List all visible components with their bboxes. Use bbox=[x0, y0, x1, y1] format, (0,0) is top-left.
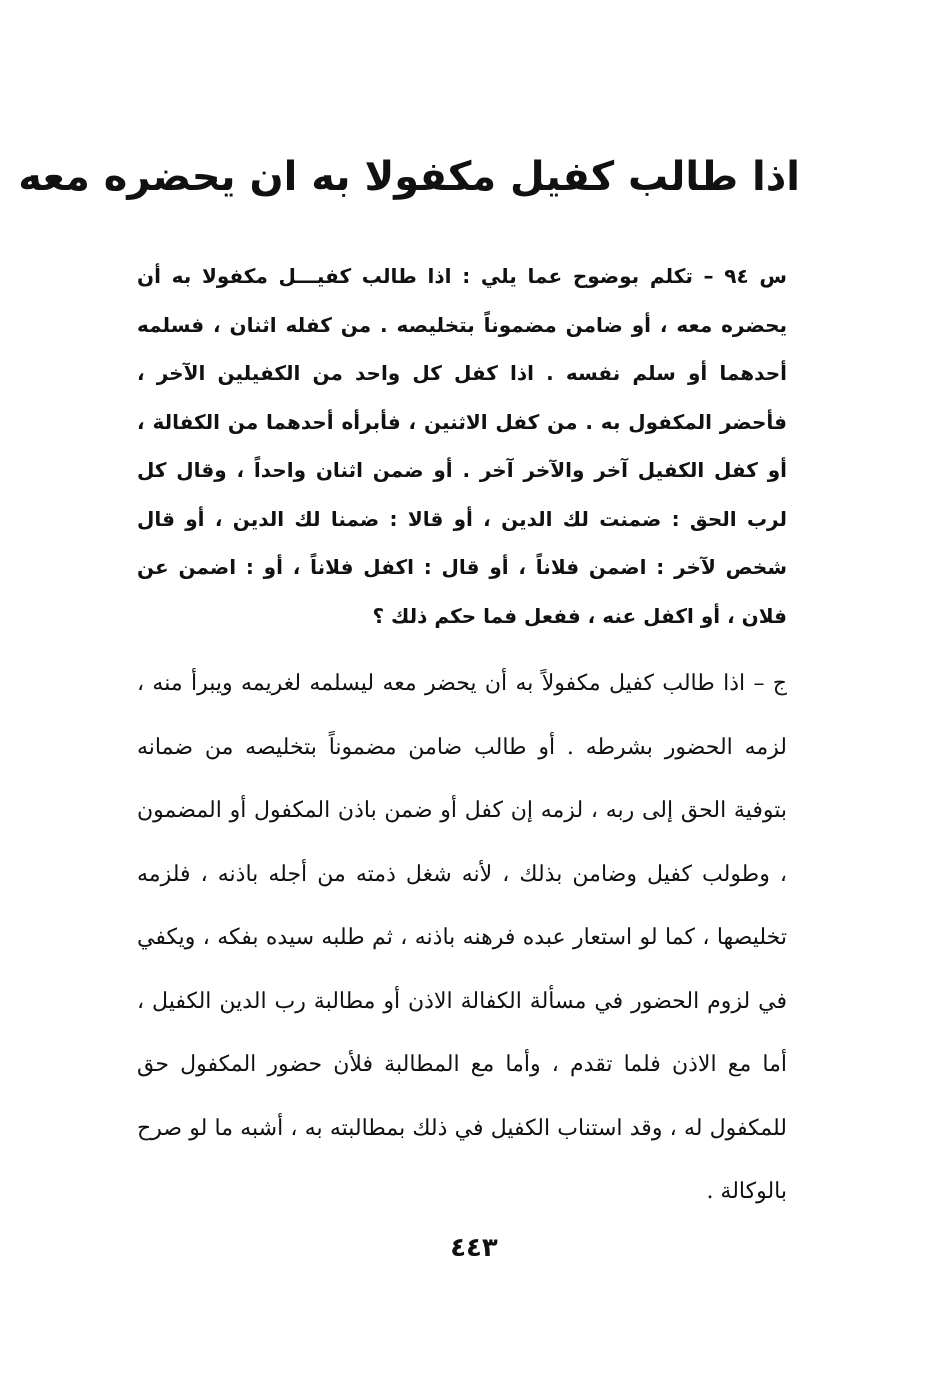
section-title: اذا طالب كفيل مكفولا به ان يحضره معه bbox=[18, 154, 800, 200]
question-paragraph: س ٩٤ – تكلم بوضوح عما يلي : اذا طالب كفيـــل مكفولا به أن يحضره معه ، أو ضامن مضموناً بتخليصه . من كفله اثنان ، فسلمه أحدهما أو سلم نفسه . اذا كفل كل واحد من الكفيلين الآخر ، فأحضر المكفول به . من كفل الاثنين ، فأبرأه أحدهما من الكفالة ، أو كفل الكفيل آخر والآخر آخر . أو ضمن اثنان واحداً ، وقال كل لرب الحق : ضمنت لك الدين ، أو قالا : ضمنا لك الدين ، أو قال شخص لآخر : اضمن فلاناً ، أو قال : اكفل فلاناً ، أو : اضمن عن فلان ، أو اكفل عنه ، ففعل فما حكم ذلك ؟ bbox=[137, 264, 787, 628]
page-number: ٤٤٣ bbox=[450, 1233, 498, 1263]
answer-paragraph: ج – اذا طالب كفيل مكفولاً به أن يحضر معه ليسلمه لغريمه ويبرأ منه ، لزمه الحضور بشرطه . أو طالب ضامن مضموناً بتخليصه من ضمانه بتوفية الحق إلى ربه ، لزمه إن كفل أو ضمن باذن المكفول أو المضمون ، وطولب كفيل وضامن بذلك ، لأنه شغل ذمته من أجله باذنه ، فلزمه تخليصها ، كما لو استعار عبده فرهنه باذنه ، ثم طلبه سيده بفكه ، ويكفي في لزوم الحضور في مسألة الكفالة الاذن أو مطالبة رب الدين الكفيل ، أما مع الاذن فلما تقدم ، وأما مع المطالبة فلأن حضور المكفول حق للمكفول له ، وقد استناب الكفيل في ذلك بمطالبته به ، أشبه ما لو صرح بالوكالة . bbox=[137, 671, 787, 1204]
